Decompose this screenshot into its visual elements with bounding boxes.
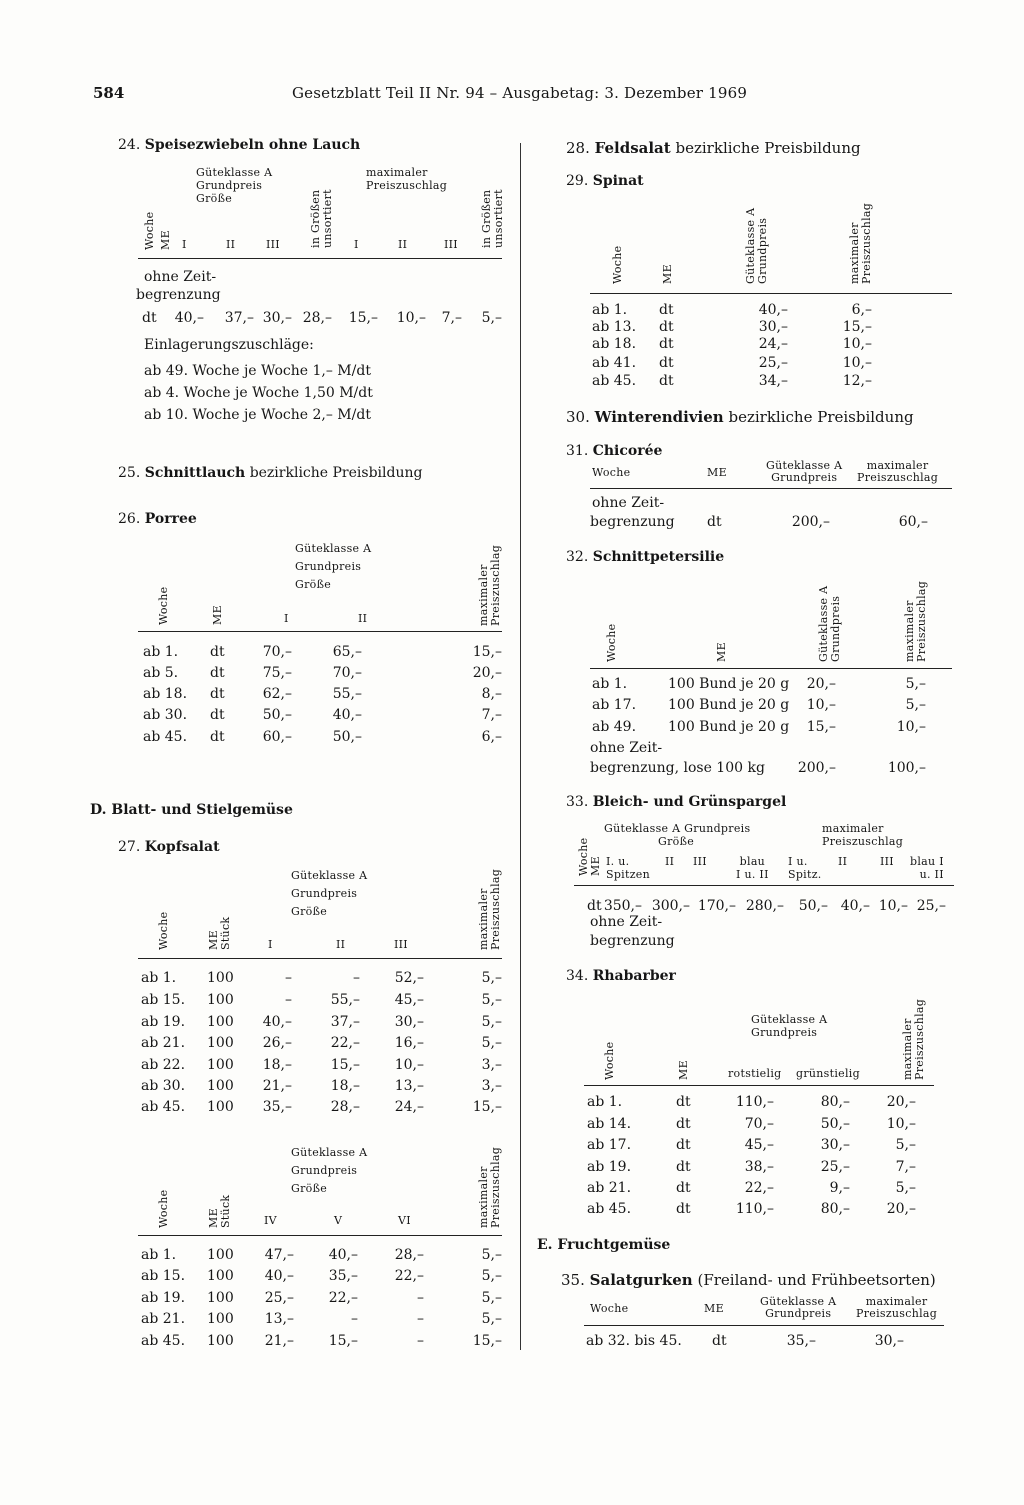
cell: 25,– (758, 355, 788, 371)
cell: 30,– (394, 1014, 424, 1030)
cell: dt (587, 898, 602, 914)
cell: 9,– (829, 1180, 850, 1196)
col-2: II (336, 938, 346, 951)
col-me: ME (661, 264, 674, 284)
cell: 38,– (744, 1159, 774, 1175)
section-25-title: 25. Schnittlauch bezirkliche Preisbildung (118, 465, 423, 481)
cell: ab 1. (592, 302, 628, 318)
col-gp-1: I. u. Spitzen (606, 855, 651, 881)
cell: ab 1. (141, 970, 177, 986)
section-27-title: 27. Kopfsalat (118, 839, 220, 855)
col-preiszuschlag: maximaler Preiszuschlag (857, 459, 939, 484)
cell: 10,– (878, 898, 908, 914)
col-pz-1: I u. Spitz. (788, 855, 822, 881)
col-preiszuschlag: maximaler Preiszuschlag (477, 544, 502, 626)
cell: 5,– (481, 1290, 502, 1306)
cell: 45,– (744, 1137, 774, 1153)
cell: dt (676, 1137, 691, 1153)
cell: 55,– (330, 992, 360, 1008)
cell: 45,– (394, 992, 424, 1008)
col-woche: Woche (157, 911, 170, 950)
cell: ab 19. (141, 1014, 186, 1030)
cell: ab 21. (141, 1311, 186, 1327)
section-31-title: 31. Chicorée (566, 443, 663, 459)
col-grundpreis: Güteklasse A Grundpreis (760, 1295, 837, 1320)
pz-label: maximaler Preiszuschlag (822, 822, 904, 848)
cell: 100 Bund je 20 g (668, 676, 790, 692)
cell: 10,– (896, 719, 926, 735)
cell: ab 45. (143, 729, 188, 745)
col-me: ME (715, 642, 728, 662)
cell: dt (659, 373, 674, 389)
cell: – (285, 970, 292, 986)
cell: dt (676, 1201, 691, 1217)
cell: ab 15. (141, 1268, 186, 1284)
cell: 18,– (330, 1078, 360, 1094)
col-pz-4: blau I u. II (910, 855, 944, 881)
cell: 22,– (328, 1290, 358, 1306)
cell: – (417, 1333, 424, 1349)
col-2: grünstielig (796, 1067, 860, 1080)
cell: ab 49. (592, 719, 637, 735)
cell: dt (707, 514, 722, 530)
cell: 60,– (262, 729, 292, 745)
col-pz-3: III (880, 855, 894, 868)
cell: 25,– (820, 1159, 850, 1175)
cell: 100 (207, 1333, 234, 1349)
cell: 80,– (820, 1094, 850, 1110)
cell: dt (210, 644, 225, 660)
header-rule (584, 1325, 944, 1326)
cell: – (417, 1311, 424, 1327)
col-pz-2: II (838, 855, 848, 868)
cell: 10,– (842, 355, 872, 371)
cell: ab 21. (141, 1035, 186, 1051)
header-rule (584, 1085, 934, 1086)
cell: 80,– (820, 1201, 850, 1217)
cell: 5,– (481, 1268, 502, 1284)
col-me: ME (159, 230, 172, 250)
col-gp-3: III (266, 238, 280, 251)
cell: 40,– (758, 302, 788, 318)
cell: 110,– (735, 1094, 774, 1110)
gk-label: Güteklasse A Grundpreis Größe (196, 166, 273, 205)
cell: 47,– (264, 1247, 294, 1263)
cell: 62,– (262, 686, 292, 702)
cell: 55,– (332, 686, 362, 702)
col-gp-2: II (665, 855, 675, 868)
cell: 30,– (262, 310, 292, 326)
cell: 15,– (472, 1099, 502, 1115)
col-6: VI (398, 1214, 411, 1227)
cell: ab 18. (592, 336, 637, 352)
col-pz-3: III (444, 238, 458, 251)
gk-label: Güteklasse A Grundpreis Größe (604, 822, 751, 848)
cell: 30,– (820, 1137, 850, 1153)
cell: 5,– (895, 1137, 916, 1153)
cell: 13,– (394, 1078, 424, 1094)
ohne-zeit-1: ohne Zeit- (144, 269, 217, 285)
cell: 28,– (302, 310, 332, 326)
cell: 50,– (798, 898, 828, 914)
col-pz-2: II (398, 238, 408, 251)
col-gp-4: blau I u. II (736, 855, 769, 881)
row-me: dt (142, 310, 157, 326)
col-preiszuschlag: maximaler Preiszuschlag (477, 868, 502, 950)
cell: 100 (207, 1035, 234, 1051)
col-me: ME (707, 466, 727, 479)
cell: ab 13. (592, 319, 637, 335)
cell: 100 (207, 970, 234, 986)
cell: 15,– (348, 310, 378, 326)
cell: ab 18. (143, 686, 188, 702)
cell: 6,– (481, 729, 502, 745)
cell: 10,– (886, 1116, 916, 1132)
col-5: V (334, 1214, 343, 1227)
cell: 15,– (472, 644, 502, 660)
cell: ab 19. (587, 1159, 632, 1175)
ohne-zeit-2: begrenzung (590, 933, 675, 949)
cell: 280,– (745, 898, 784, 914)
cell: 7,– (895, 1159, 916, 1175)
header-rule (590, 668, 952, 669)
cell: 15,– (472, 1333, 502, 1349)
cell: 20,– (886, 1094, 916, 1110)
cell: 7,– (481, 707, 502, 723)
cell: ab 17. (587, 1137, 632, 1153)
col-pz-1: I (354, 238, 359, 251)
cell: ab 30. (141, 1078, 186, 1094)
cell: ab 45. (587, 1201, 632, 1217)
cell: 100 (207, 1057, 234, 1073)
cell: 25,– (916, 898, 946, 914)
section-28-title: 28. Feldsalat bezirkliche Preisbildung (566, 139, 861, 157)
gk-label: Güteklasse A Grundpreis Größe (291, 869, 368, 918)
cell: 100,– (887, 760, 926, 776)
col-3: III (394, 938, 408, 951)
ohne-zeit-1: ohne Zeit- (590, 740, 663, 756)
cell: 40,– (840, 898, 870, 914)
cell: ab 45. (141, 1099, 186, 1115)
col-grundpreis: Güteklasse A Grundpreis (766, 459, 843, 484)
cell: 40,– (332, 707, 362, 723)
cell: 50,– (820, 1116, 850, 1132)
section-35-title: 35. Salatgurken (Freiland- und Frühbeetsorten) (561, 1271, 936, 1289)
cell: 110,– (735, 1201, 774, 1217)
col-woche: Woche (143, 211, 156, 250)
section-26-title: 26. Porree (118, 511, 197, 527)
cell: 5,– (481, 970, 502, 986)
ohne-zeit-2: begrenzung (590, 514, 675, 530)
cell: 24,– (394, 1099, 424, 1115)
cell: ab 1. (143, 644, 179, 660)
cell: ab 19. (141, 1290, 186, 1306)
cell: ab 45. (141, 1333, 186, 1349)
cell: 13,– (264, 1311, 294, 1327)
col-1: I (268, 938, 273, 951)
cell: dt (659, 336, 674, 352)
cell: 10,– (394, 1057, 424, 1073)
col-me: ME (704, 1302, 724, 1315)
cell: 100 Bund je 20 g (668, 697, 790, 713)
cell: 100 (207, 1099, 234, 1115)
cell: 22,– (330, 1035, 360, 1051)
page-header-title: Gesetzblatt Teil II Nr. 94 – Ausgabetag: 3. Dezember 1969 (292, 84, 748, 102)
col-gp-1: I (182, 238, 187, 251)
cell: ab 1. (592, 676, 628, 692)
cell: 200,– (791, 514, 830, 530)
cell: 34,– (758, 373, 788, 389)
cell: 10,– (396, 310, 426, 326)
section-34-title: 34. Rhabarber (566, 968, 676, 984)
cell: ab 1. (587, 1094, 623, 1110)
col-me: ME (589, 856, 602, 876)
column-divider (520, 143, 521, 1350)
gk-label: Güteklasse A Grundpreis (751, 1013, 828, 1039)
cell: 5,– (895, 1180, 916, 1196)
cell: – (285, 992, 292, 1008)
cell: 5,– (481, 310, 502, 326)
cell: ab 22. (141, 1057, 186, 1073)
cell: 60,– (898, 514, 928, 530)
col-woche: Woche (157, 586, 170, 625)
cell: 28,– (330, 1099, 360, 1115)
cell: 22,– (744, 1180, 774, 1196)
cell: 5,– (905, 676, 926, 692)
cell: 15,– (330, 1057, 360, 1073)
cell: 70,– (262, 644, 292, 660)
cell: 100 (207, 1268, 234, 1284)
col-4: IV (264, 1214, 277, 1227)
ohne-zeit-2: begrenzung (136, 287, 221, 303)
cell: 24,– (758, 336, 788, 352)
col-woche: Woche (603, 1041, 616, 1080)
col-gp-3: III (693, 855, 707, 868)
cell: 21,– (262, 1078, 292, 1094)
cell: 40,– (262, 1014, 292, 1030)
col-1: rotstielig (728, 1067, 782, 1080)
header-rule (138, 1235, 502, 1236)
cell: 70,– (332, 665, 362, 681)
cell: 20,– (806, 676, 836, 692)
cell: 37,– (330, 1014, 360, 1030)
cell: 21,– (264, 1333, 294, 1349)
gk-label: Güteklasse A Grundpreis Größe (295, 542, 372, 591)
cell: dt (659, 319, 674, 335)
cell: 100 (207, 1290, 234, 1306)
header-rule (590, 293, 952, 294)
cell: 25,– (264, 1290, 294, 1306)
cell: 170,– (697, 898, 736, 914)
cell: 200,– (797, 760, 836, 776)
cell: 3,– (481, 1057, 502, 1073)
cell: 18,– (262, 1057, 292, 1073)
cell: 15,– (328, 1333, 358, 1349)
col-woche: Woche (590, 1302, 629, 1315)
cell: 50,– (262, 707, 292, 723)
cell: dt (676, 1116, 691, 1132)
cell: dt (712, 1333, 727, 1349)
cell: 26,– (262, 1035, 292, 1051)
section-30-title: 30. Winterendivien bezirkliche Preisbildung (566, 408, 914, 426)
gk-label: Güteklasse A Grundpreis Größe (291, 1146, 368, 1195)
cell: 10,– (842, 336, 872, 352)
col-woche: Woche (157, 1189, 170, 1228)
cell: ab 17. (592, 697, 637, 713)
col-me-stueck: ME Stück (207, 1194, 232, 1228)
cell: dt (210, 686, 225, 702)
section-33-title: 33. Bleich- und Grünspargel (566, 794, 787, 810)
cell: dt (659, 355, 674, 371)
cell: dt (676, 1159, 691, 1175)
cell: 15,– (842, 319, 872, 335)
cell: ab 14. (587, 1116, 632, 1132)
category-e-heading: E. Fruchtgemüse (537, 1237, 671, 1253)
cell: 100 (207, 1078, 234, 1094)
cell: – (417, 1290, 424, 1306)
cell: 40,– (328, 1247, 358, 1263)
cell: 35,– (786, 1333, 816, 1349)
col-grundpreis: Güteklasse A Grundpreis (817, 585, 842, 662)
cell: 6,– (851, 302, 872, 318)
header-rule (138, 258, 502, 259)
cell: 30,– (758, 319, 788, 335)
cell: 30,– (874, 1333, 904, 1349)
cell: 100 Bund je 20 g (668, 719, 790, 735)
cell: 100 (207, 992, 234, 1008)
cell: ab 21. (587, 1180, 632, 1196)
cell: 8,– (481, 686, 502, 702)
einlagerung-row: ab 10. Woche je Woche 2,– M/dt (144, 407, 371, 423)
col-woche: Woche (605, 623, 618, 662)
cell: 20,– (472, 665, 502, 681)
cell: 20,– (886, 1201, 916, 1217)
cell: 5,– (481, 1247, 502, 1263)
cell: dt (210, 707, 225, 723)
cell: 350,– (603, 898, 642, 914)
cell: 35,– (328, 1268, 358, 1284)
cell: – (353, 970, 360, 986)
cell: ab 45. (592, 373, 637, 389)
cell: 52,– (394, 970, 424, 986)
cell: dt (210, 729, 225, 745)
cell: begrenzung, lose 100 kg (590, 760, 765, 776)
section-29-title: 29. Spinat (566, 173, 644, 189)
einlagerung-title: Einlagerungszuschläge: (144, 337, 314, 353)
cell: 7,– (441, 310, 462, 326)
col-gp-2: II (226, 238, 236, 251)
cell: 15,– (806, 719, 836, 735)
page-number: 584 (93, 84, 125, 102)
cell: – (351, 1311, 358, 1327)
cell: 35,– (262, 1099, 292, 1115)
cell: 5,– (481, 1014, 502, 1030)
col-preiszuschlag: maximaler Preiszuschlag (901, 998, 926, 1080)
cell: dt (659, 302, 674, 318)
pz-label: maximaler Preiszuschlag (366, 166, 448, 192)
cell: 50,– (332, 729, 362, 745)
col-me: ME (677, 1060, 690, 1080)
cell: 10,– (806, 697, 836, 713)
cell: dt (676, 1180, 691, 1196)
col-preiszuschlag: maximaler Preiszuschlag (903, 580, 928, 662)
cell: 40,– (174, 310, 204, 326)
section-24-title: 24. Speisezwiebeln ohne Lauch (118, 137, 361, 153)
cell: ab 32. bis 45. (586, 1333, 682, 1349)
category-d-heading: D. Blatt- und Stielgemüse (90, 802, 293, 818)
col-me-stueck: ME Stück (207, 916, 232, 950)
col-me: ME (211, 605, 224, 625)
col-woche: Woche (611, 245, 624, 284)
col-unsortiert-pz: in Größen unsortiert (480, 189, 505, 248)
col-woche: Woche (577, 837, 590, 876)
cell: ab 15. (141, 992, 186, 1008)
section-32-title: 32. Schnittpetersilie (566, 549, 725, 565)
cell: ab 30. (143, 707, 188, 723)
col-preiszuschlag: maximaler Preiszuschlag (856, 1295, 938, 1320)
cell: 75,– (262, 665, 292, 681)
cell: 5,– (481, 1311, 502, 1327)
ohne-zeit-1: ohne Zeit- (590, 914, 663, 930)
cell: 100 (207, 1311, 234, 1327)
header-rule (138, 958, 502, 959)
cell: dt (676, 1094, 691, 1110)
header-rule (574, 885, 954, 886)
cell: 100 (207, 1247, 234, 1263)
cell: 28,– (394, 1247, 424, 1263)
col-unsortiert-gp: in Größen unsortiert (309, 189, 334, 248)
cell: 3,– (481, 1078, 502, 1094)
cell: 70,– (744, 1116, 774, 1132)
cell: 300,– (651, 898, 690, 914)
header-rule (138, 631, 502, 632)
einlagerung-row: ab 49. Woche je Woche 1,– M/dt (144, 363, 371, 379)
cell: 5,– (481, 992, 502, 1008)
cell: 16,– (394, 1035, 424, 1051)
col-2: II (358, 612, 368, 625)
cell: ab 5. (143, 665, 179, 681)
ohne-zeit-1: ohne Zeit- (592, 495, 665, 511)
cell: ab 1. (141, 1247, 177, 1263)
cell: 40,– (264, 1268, 294, 1284)
cell: dt (210, 665, 225, 681)
cell: 12,– (842, 373, 872, 389)
col-preiszuschlag: maximaler Preiszuschlag (848, 202, 873, 284)
cell: 5,– (905, 697, 926, 713)
cell: ab 41. (592, 355, 637, 371)
cell: 5,– (481, 1035, 502, 1051)
col-preiszuschlag: maximaler Preiszuschlag (477, 1146, 502, 1228)
cell: 100 (207, 1014, 234, 1030)
col-1: I (284, 612, 289, 625)
col-woche: Woche (592, 466, 631, 479)
einlagerung-row: ab 4. Woche je Woche 1,50 M/dt (144, 385, 373, 401)
cell: 37,– (224, 310, 254, 326)
col-grundpreis: Güteklasse A Grundpreis (744, 207, 769, 284)
cell: 22,– (394, 1268, 424, 1284)
header-rule (590, 488, 952, 489)
cell: 65,– (332, 644, 362, 660)
